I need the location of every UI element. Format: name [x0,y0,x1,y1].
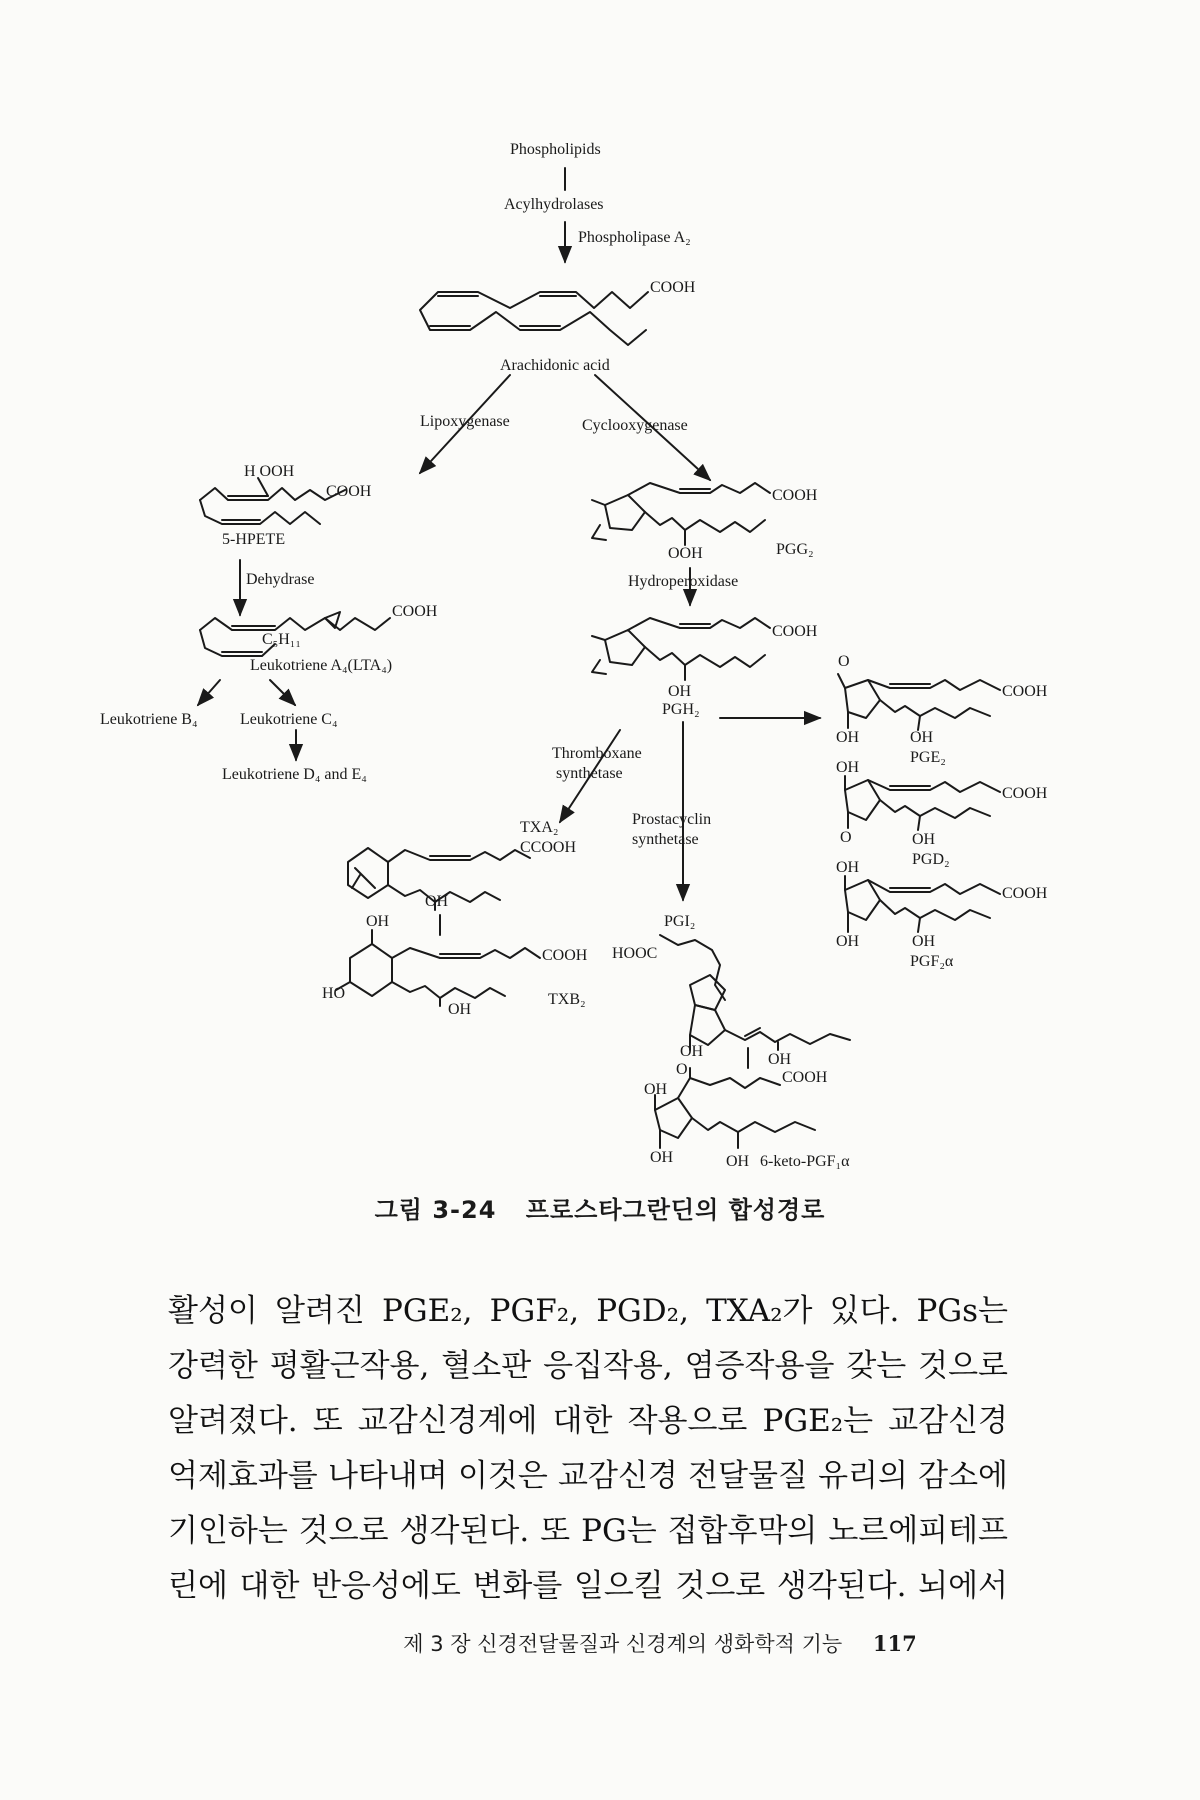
label-o: O [838,653,850,670]
label-lipoxygenase: Lipoxygenase [420,413,510,430]
label-ccooh: CCOOH [520,839,577,856]
label-hooc: HOOC [612,945,658,962]
label-cooh: COOH [1002,885,1048,902]
label-oh: OH [836,933,860,950]
body-line: 강력한 평활근작용, 혈소판 응집작용, 염증작용을 갖는 것으로 [168,1348,1008,1384]
label-6-keto-pgf1a: 6-keto-PGF₁α [760,1153,850,1170]
label-cooh: COOH [772,623,818,640]
label-ltd4-e4: Leukotriene D₄ and E₄ [222,766,367,783]
label-oh: OH [910,729,934,746]
label-cyclooxygenase: Cyclooxygenase [582,417,688,434]
label-lta4: Leukotriene A₄(LTA₄) [250,657,393,674]
label-oh: OH [836,729,860,746]
body-line: 활성이 알려진 PGE₂, PGF₂, PGD₂, TXA₂가 있다. PGs는 [168,1293,1008,1329]
label-phospholipids: Phospholipids [510,141,601,158]
label-cooh: COOH [1002,683,1048,700]
caption-title: 프로스타그란딘의 합성경로 [525,1196,826,1224]
label-synthetase: synthetase [632,831,699,848]
label-pgg2: PGG₂ [776,541,814,558]
label-synthetase: synthetase [556,765,623,782]
label-oh: OH [768,1051,792,1068]
label-oh: OH [366,913,390,930]
label-5-hpete: 5-HPETE [222,531,286,548]
label-ltb4: Leukotriene B₄ [100,711,198,728]
label-hydroperoxidase: Hydroperoxidase [628,573,739,590]
label-cooh: COOH [326,483,372,500]
label-oh: OH [836,859,860,876]
label-oh: OH [912,831,936,848]
page-footer [0,1628,1200,1658]
arrow [198,680,220,705]
body-line: 억제효과를 나타내며 이것은 교감신경 전달물질 유리의 감소에 [168,1458,1008,1494]
label-phospholipase: Phospholipase A₂ [578,229,691,246]
body-line: 기인하는 것으로 생각된다. 또 PG는 접합후막의 노르에피테프 [168,1513,1008,1549]
label-cooh: COOH [392,603,438,620]
pgg2-structure [592,483,770,545]
label-ooh: OOH [668,545,703,562]
label-pge2: PGE₂ [910,749,946,766]
pge2-structure [838,674,1000,730]
body-paragraph [168,1284,1008,1614]
chapter-title: 제 3 장 신경전달물질과 신경계의 생화학적 기능 [403,1632,843,1656]
pgf2a-structure [845,876,1000,932]
label-o: O [676,1061,688,1078]
label-oh: OH [836,759,860,776]
label-oh: OH [644,1081,668,1098]
label-cooh: COOH [1002,785,1048,802]
label-ltc4: Leukotriene C₄ [240,711,338,728]
label-oh: OH [912,933,936,950]
label-txb2: TXB₂ [548,991,586,1008]
label-arachidonic-acid: Arachidonic acid [500,357,610,374]
label-thromboxane: Thromboxane [552,745,642,762]
label-cooh: COOH [782,1069,828,1086]
label-cooh: COOH [542,947,588,964]
arachidonic-acid-structure [420,292,648,345]
txb2-structure [336,930,540,1006]
page-number: 117 [872,1631,917,1656]
pgi2-structure [660,935,850,1050]
label-o: O [840,829,852,846]
label-oh: OH [448,1001,472,1018]
label-pgi2: PGI₂ [664,913,696,930]
figure-caption [0,1190,1200,1225]
label-ho: HO [322,985,346,1002]
label-oh: OH [668,683,692,700]
label-dehydrase: Dehydrase [246,571,315,588]
label-h-ooh: H OOH [244,463,295,480]
label-cooh: COOH [772,487,818,504]
label-cooh: COOH [650,279,696,296]
body-line: 린에 대한 반응성에도 변화를 일으킬 것으로 생각된다. 뇌에서 [168,1568,1008,1604]
hpete-structure [200,478,345,524]
pgd2-structure [845,776,1000,830]
arrow [270,680,295,705]
label-prostacyclin: Prostacyclin [632,811,712,828]
label-acylhydrolases: Acylhydrolases [504,196,604,213]
pgh2-structure [592,618,770,680]
body-line: 알려졌다. 또 교감신경계에 대한 작용으로 PGE₂는 교감신경 [168,1403,1008,1439]
label-oh: OH [650,1149,674,1166]
caption-number: 그림 3-24 [374,1196,497,1224]
label-c5h11: C₅H₁₁ [262,631,301,648]
label-pgh2: PGH₂ [662,701,700,718]
label-oh: OH [425,893,449,910]
label-oh: OH [726,1153,750,1170]
label-txa2: TXA₂ [520,819,559,836]
label-pgf2a: PGF₂α [910,953,954,970]
label-oh: OH [680,1043,704,1060]
label-pgd2: PGD₂ [912,851,950,868]
